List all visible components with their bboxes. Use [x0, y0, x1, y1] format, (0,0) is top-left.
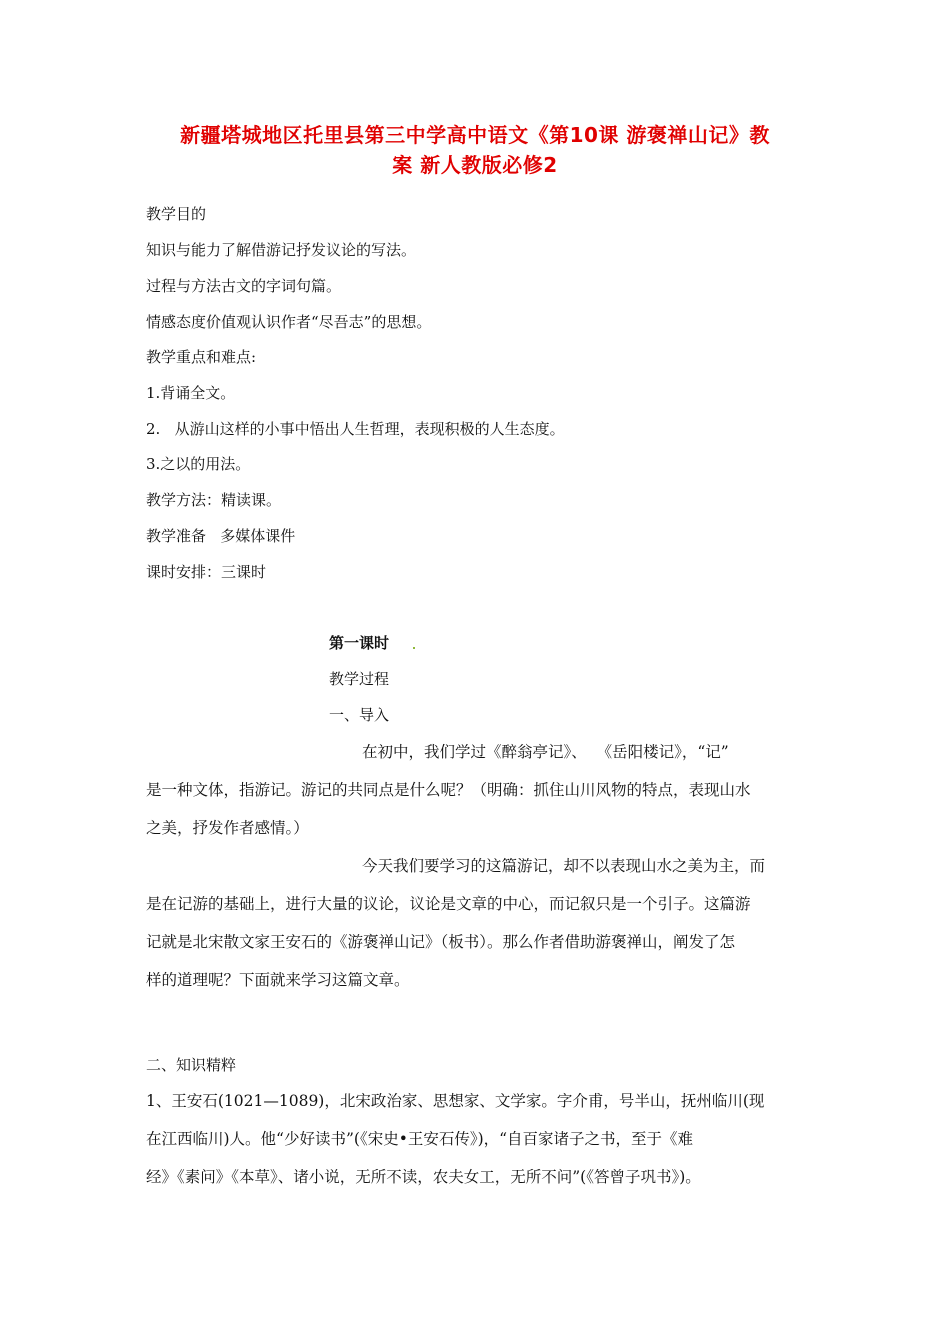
- title-line-1: 新疆塔城地区托里县第三中学高中语文《第10课 游褒禅山记》教: [180, 123, 770, 147]
- paragraph-line: 样的道理呢？下面就来学习这篇文章。: [146, 971, 410, 989]
- paragraph-line: 在江西临川)人。他“少好读书”(《宋史•王安石传》)，“自百家诸子之书，至于《难: [146, 1130, 694, 1148]
- intro-line-knowledge: 知识与能力了解借游记抒发议论的写法。: [146, 241, 417, 259]
- intro-line-preparation: 教学准备 多媒体课件: [146, 527, 296, 545]
- paragraph-line: 是一种文体，指游记。游记的共同点是什么呢？（明确：抓住山川风物的特点，表现山水: [146, 781, 751, 799]
- section-heading-intro: 一、导入: [329, 706, 390, 724]
- paragraph-line: 是在记游的基础上，进行大量的议论，议论是文章的中心，而记叙只是一个引子。这篇游: [146, 895, 751, 913]
- title-line-2: 案 新人教版必修2: [392, 153, 558, 177]
- paragraph-line: 在初中，我们学过《醉翁亭记》、 《岳阳楼记》，“记”: [362, 743, 729, 761]
- intro-line-method: 教学方法：精读课。: [146, 491, 282, 509]
- lesson-process-label: 教学过程: [329, 670, 390, 688]
- intro-line-point-3: 3.之以的用法。: [146, 455, 251, 473]
- section-heading-knowledge: 二、知识精粹: [146, 1056, 237, 1074]
- intro-line-objectives: 教学目的: [146, 205, 207, 223]
- lesson-heading: 第一课时: [329, 634, 390, 652]
- intro-line-point-2: 2. 从游山这样的小事中悟出人生哲理，表现积极的人生态度。: [146, 420, 565, 438]
- intro-line-point-1: 1.背诵全文。: [146, 384, 236, 402]
- intro-line-process: 过程与方法古文的字词句篇。: [146, 277, 342, 295]
- paragraph-line: 经》《素问》《本草》、诸小说，无所不读，农夫女工，无所不问”(《答曾子巩书》)。: [146, 1168, 701, 1186]
- paragraph-line: 之美，抒发作者感情。）: [146, 819, 309, 837]
- paragraph-line: 今天我们要学习的这篇游记，却不以表现山水之美为主，而: [362, 857, 766, 875]
- document-title: [140, 120, 810, 180]
- intro-line-keypoints: 教学重点和难点:: [146, 348, 257, 366]
- intro-line-values: 情感态度价值观认识作者“尽吾志”的思想。: [146, 313, 432, 331]
- paragraph-line: 记就是北宋散文家王安石的《游褒禅山记》（板书）。那么作者借助游褒禅山，阐发了怎: [146, 933, 736, 951]
- paragraph-line: 1、王安石(1021—1089)，北宋政治家、思想家、文学家。字介甫，号半山，抚州临川(现: [146, 1092, 765, 1110]
- decorative-dot: [413, 647, 415, 649]
- intro-line-schedule: 课时安排：三课时: [146, 563, 267, 581]
